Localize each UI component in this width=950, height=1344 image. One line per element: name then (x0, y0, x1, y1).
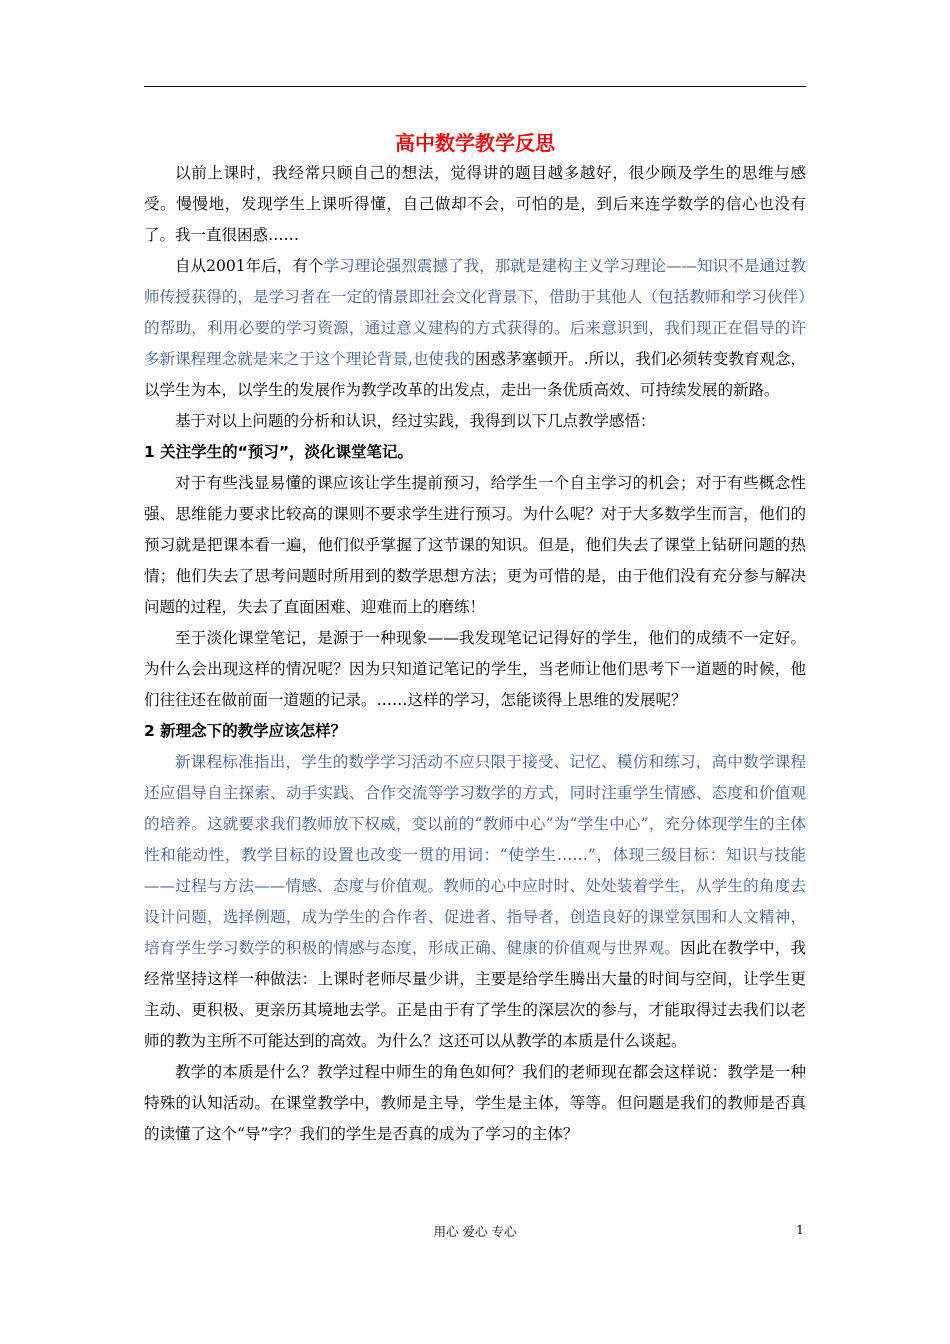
paragraph-2-highlight: 学习理论强烈震撼了我，那就是建构主义学习理论——知识不是通过教师传授获得的，是学习者在一定的情景即社会文化背景下，借助于其他人（包括教师和学习伙伴）的帮助，利用必要的学习资源，通过意义建构的方式获得的。后来意识到，我们现正在倡导的许多新课程理念就是来之于这个理论背景,也使我的 (144, 257, 806, 368)
paragraph-1: 以前上课时，我经常只顾自己的想法，觉得讲的题目越多越好，很少顾及学生的思维与感受。慢慢地，发现学生上课听得懂，自己做却不会，可怕的是，到后来连学数学的信心也没有了。我一直很困惑…… (144, 164, 806, 244)
header-rule (144, 86, 806, 87)
section-heading-2: 2 新理念下的教学应该怎样？ (144, 722, 347, 740)
document-title: 高中数学教学反思 (395, 131, 555, 155)
paragraph-6-highlight: 新课程标准指出，学生的数学学习活动不应只限于接受、记忆、模仿和练习，高中数学课程还应倡导自主探索、动手实践、合作交流等学习数学的方式，同时注重学生情感、态度和价值观的培养。这就要求我们教师放下权威，变以前的“教师中心”为“学生中心”，充分体现学生的主体性和能动性，教学目标的设置也改变一贯的用词：“使学生……”，体现三级目标：知识与技能——过程与方法——情感、态度与价值观。教师的心中应时时、处处装着学生，从学生的角度去设计问题，选择例题，成为学生的合作者、促进者、指导者，创造良好的课堂氛围和人文精神，培育学生学习数学的积极的情感与态度，形成正确、健康的价值观与世界观。 (144, 753, 806, 957)
page-number: 1 (796, 1222, 804, 1237)
paragraph-5: 至于淡化课堂笔记，是源于一种现象——我发现笔记记得好的学生，他们的成绩不一定好。为什么会出现这样的情况呢？因为只知道记笔记的学生，当老师让他们思考下一道题的时候，他们往往还在做前面一道题的记录。……这样的学习，怎能谈得上思维的发展呢？ (144, 629, 806, 709)
paragraph-4: 对于有些浅显易懂的课应该让学生提前预习，给学生一个自主学习的机会；对于有些概念性强、思维能力要求比较高的课则不要求学生进行预习。为什么呢？对于大多数学生而言，他们的预习就是把课本看一遍，他们似乎掌握了这节课的知识。但是，他们失去了课堂上钻研问题的热情；他们失去了思考问题时所用到的数学思想方法；更为可惜的是，由于他们没有充分参与解决问题的过程，失去了直面困难、迎难而上的磨练！ (144, 474, 806, 616)
document-body (144, 158, 806, 1150)
paragraph-6 (144, 747, 806, 1057)
page-footer: 用心 爱心 专心 (433, 1224, 517, 1239)
paragraph-6-end: 因此在教学中，我经常坚持这样一种做法：上课时老师尽量少讲，主要是给学生腾出大量的时间与空间，让学生更主动、更积极、更亲历其境地去学。正是由于有了学生的深层次的参与，才能取得过去我们以老师的教为主所不可能达到的高效。为什么？这还可以从教学的本质是什么谈起。 (144, 939, 806, 1050)
paragraph-2-end: 困惑茅塞顿开。.所以，我们必须转变教育观念，以学生为本，以学生的发展作为教学改革的出发点，走出一条优质高效、可持续发展的新路。 (144, 350, 806, 399)
paragraph-2-start: 自从2001年后，有个 (175, 257, 324, 275)
paragraph-2 (144, 251, 806, 406)
section-heading-1: 1 关注学生的“预习”，淡化课堂笔记。 (144, 443, 414, 461)
paragraph-7: 教学的本质是什么？教学过程中师生的角色如何？我们的老师现在都会这样说：教学是一种特殊的认知活动。在课堂教学中，教师是主导，学生是主体，等等。但问题是我们的教师是否真的读懂了这个“导”字？我们的学生是否真的成为了学习的主体？ (144, 1063, 806, 1143)
paragraph-3: 基于对以上问题的分析和认识，经过实践，我得到以下几点教学感悟： (175, 412, 656, 430)
